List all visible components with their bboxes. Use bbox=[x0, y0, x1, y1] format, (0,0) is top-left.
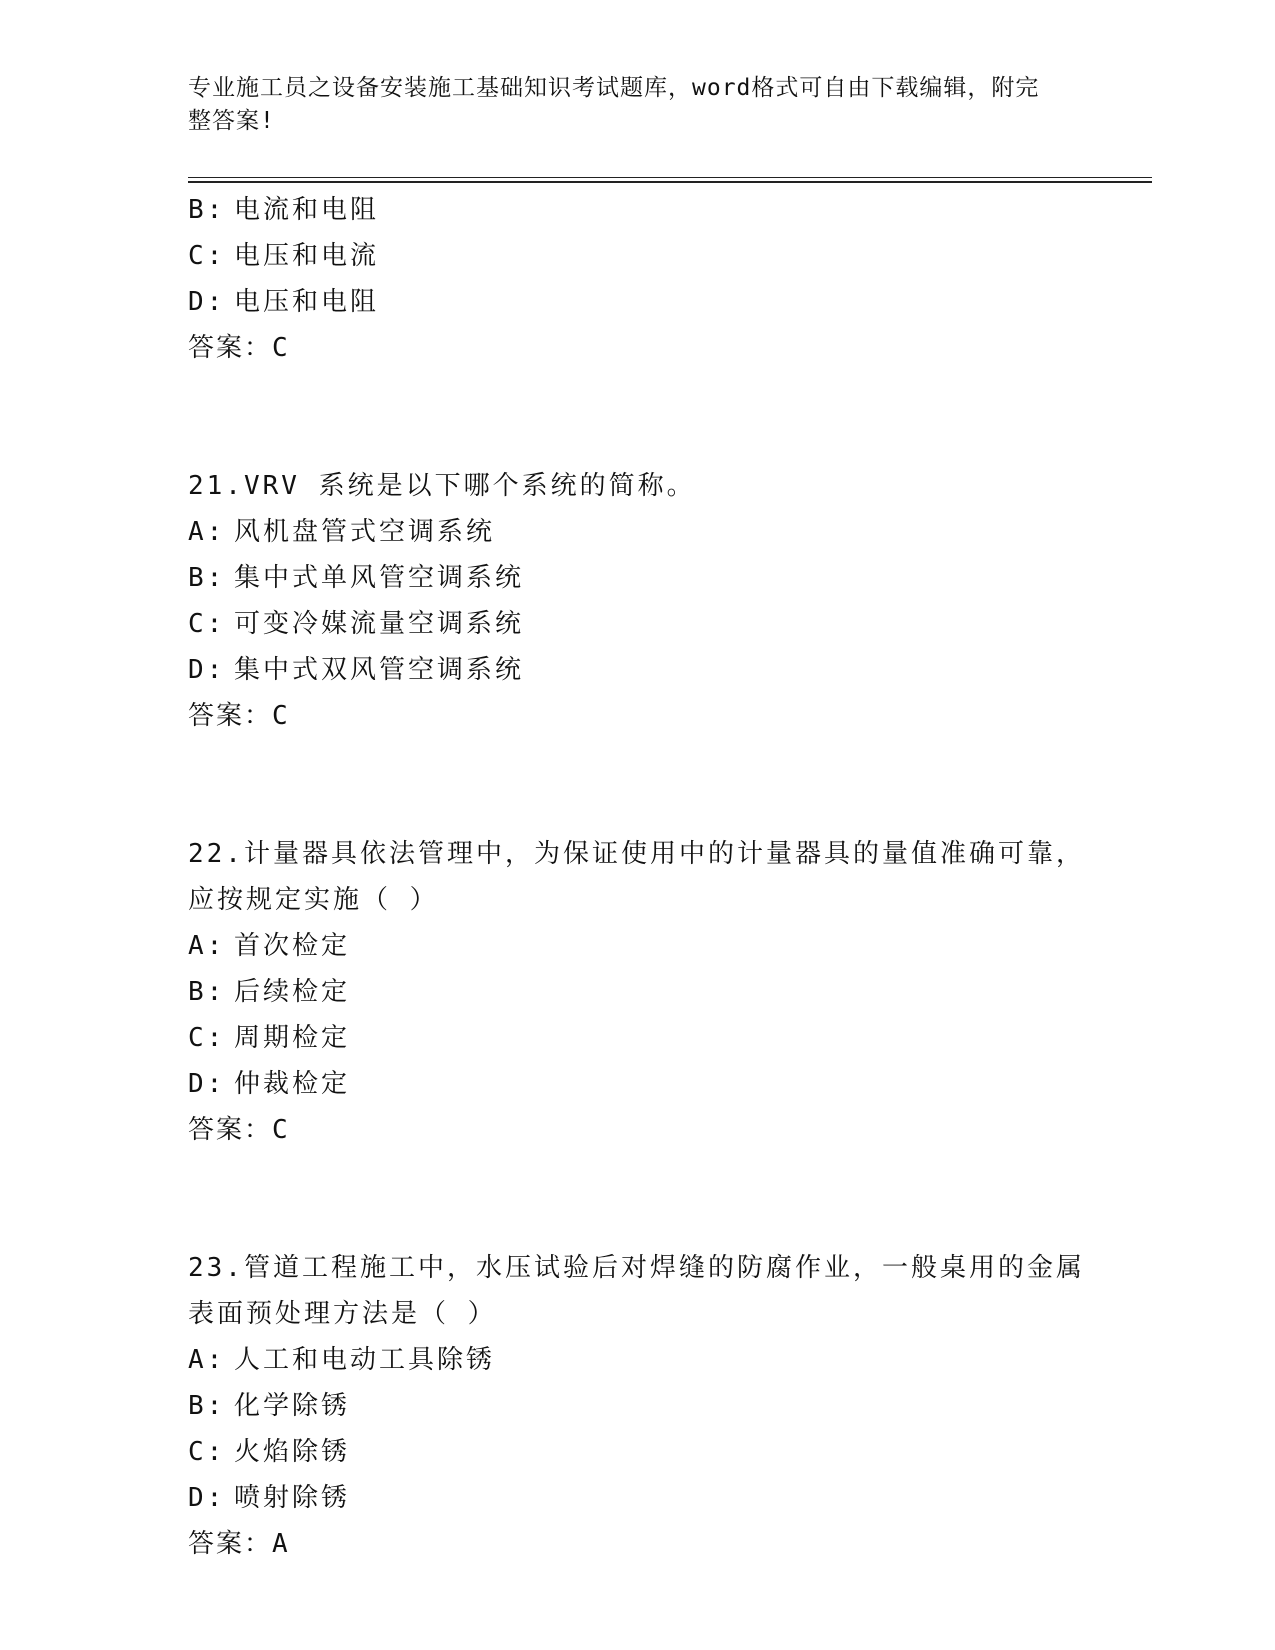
option-text: 电压和电流 bbox=[234, 241, 380, 271]
answer-label: 答案： bbox=[188, 1529, 273, 1559]
option-letter: A: bbox=[188, 517, 226, 547]
option-a bbox=[188, 1337, 1088, 1383]
option-letter: B: bbox=[188, 563, 226, 593]
answer-value: A bbox=[272, 1529, 290, 1559]
question-22 bbox=[188, 831, 1088, 1153]
option-text: 周期检定 bbox=[234, 1023, 351, 1053]
option-text: 集中式双风管空调系统 bbox=[234, 655, 525, 685]
header-line-2: 整答案! bbox=[188, 108, 275, 134]
spacer bbox=[188, 1153, 1088, 1245]
spacer bbox=[188, 371, 1088, 463]
option-text: 风机盘管式空调系统 bbox=[234, 517, 496, 547]
option-a bbox=[188, 923, 1088, 969]
option-letter: C: bbox=[188, 241, 226, 271]
answer-label: 答案： bbox=[188, 701, 273, 731]
option-text: 火焰除锈 bbox=[234, 1437, 351, 1467]
option-text: 电流和电阻 bbox=[234, 195, 380, 225]
question-23 bbox=[188, 1245, 1088, 1567]
option-text: 集中式单风管空调系统 bbox=[234, 563, 525, 593]
option-letter: B: bbox=[188, 977, 226, 1007]
answer-line bbox=[188, 693, 1088, 739]
spacer bbox=[188, 739, 1088, 831]
option-d bbox=[188, 1475, 1088, 1521]
header-divider-thin bbox=[188, 177, 1152, 178]
answer-value: C bbox=[272, 333, 290, 363]
answer-value: C bbox=[272, 701, 290, 731]
option-letter: D: bbox=[188, 1483, 226, 1513]
question-stem-line-2: 应按规定实施（ ） bbox=[188, 885, 439, 915]
option-c bbox=[188, 1429, 1088, 1475]
option-text: 电压和电阻 bbox=[234, 287, 380, 317]
question-stem-line-2: 表面预处理方法是（ ） bbox=[188, 1299, 497, 1329]
option-letter: A: bbox=[188, 1345, 226, 1375]
header-line-1: 专业施工员之设备安装施工基础知识考试题库，word格式可自由下载编辑，附完 bbox=[188, 75, 1040, 101]
option-text: 化学除锈 bbox=[234, 1391, 351, 1421]
option-d bbox=[188, 1061, 1088, 1107]
answer-line bbox=[188, 325, 1088, 371]
question-stem-line-1: 23.管道工程施工中，水压试验后对焊缝的防腐作业，一般桌用的金属 bbox=[188, 1253, 1085, 1283]
option-b bbox=[188, 555, 1088, 601]
question-stem-line-1: 22.计量器具依法管理中，为保证使用中的计量器具的量值准确可靠， bbox=[188, 839, 1085, 869]
option-d bbox=[188, 279, 1088, 325]
answer-label: 答案： bbox=[188, 333, 273, 363]
option-text: 人工和电动工具除锈 bbox=[234, 1345, 496, 1375]
answer-line bbox=[188, 1521, 1088, 1567]
option-letter: D: bbox=[188, 1069, 226, 1099]
option-c bbox=[188, 601, 1088, 647]
option-d bbox=[188, 647, 1088, 693]
option-b bbox=[188, 187, 1088, 233]
option-a bbox=[188, 509, 1088, 555]
option-letter: C: bbox=[188, 609, 226, 639]
answer-value: C bbox=[272, 1115, 290, 1145]
option-letter: C: bbox=[188, 1437, 226, 1467]
option-b bbox=[188, 969, 1088, 1015]
option-c bbox=[188, 233, 1088, 279]
option-letter: D: bbox=[188, 287, 226, 317]
header-divider-thick bbox=[188, 181, 1152, 183]
option-letter: B: bbox=[188, 195, 226, 225]
question-stem: 21.VRV 系统是以下哪个系统的简称。 bbox=[188, 471, 696, 501]
option-text: 喷射除锈 bbox=[234, 1483, 351, 1513]
answer-line bbox=[188, 1107, 1088, 1153]
option-c bbox=[188, 1015, 1088, 1061]
question-21 bbox=[188, 463, 1088, 739]
question-list bbox=[188, 187, 1088, 1567]
option-text: 可变冷媒流量空调系统 bbox=[234, 609, 525, 639]
option-letter: A: bbox=[188, 931, 226, 961]
option-b bbox=[188, 1383, 1088, 1429]
page-header bbox=[188, 72, 1068, 138]
option-letter: B: bbox=[188, 1391, 226, 1421]
option-letter: C: bbox=[188, 1023, 226, 1053]
option-text: 后续检定 bbox=[234, 977, 351, 1007]
question-20 bbox=[188, 187, 1088, 371]
option-text: 首次检定 bbox=[234, 931, 351, 961]
option-letter: D: bbox=[188, 655, 226, 685]
option-text: 仲裁检定 bbox=[234, 1069, 351, 1099]
answer-label: 答案： bbox=[188, 1115, 273, 1145]
